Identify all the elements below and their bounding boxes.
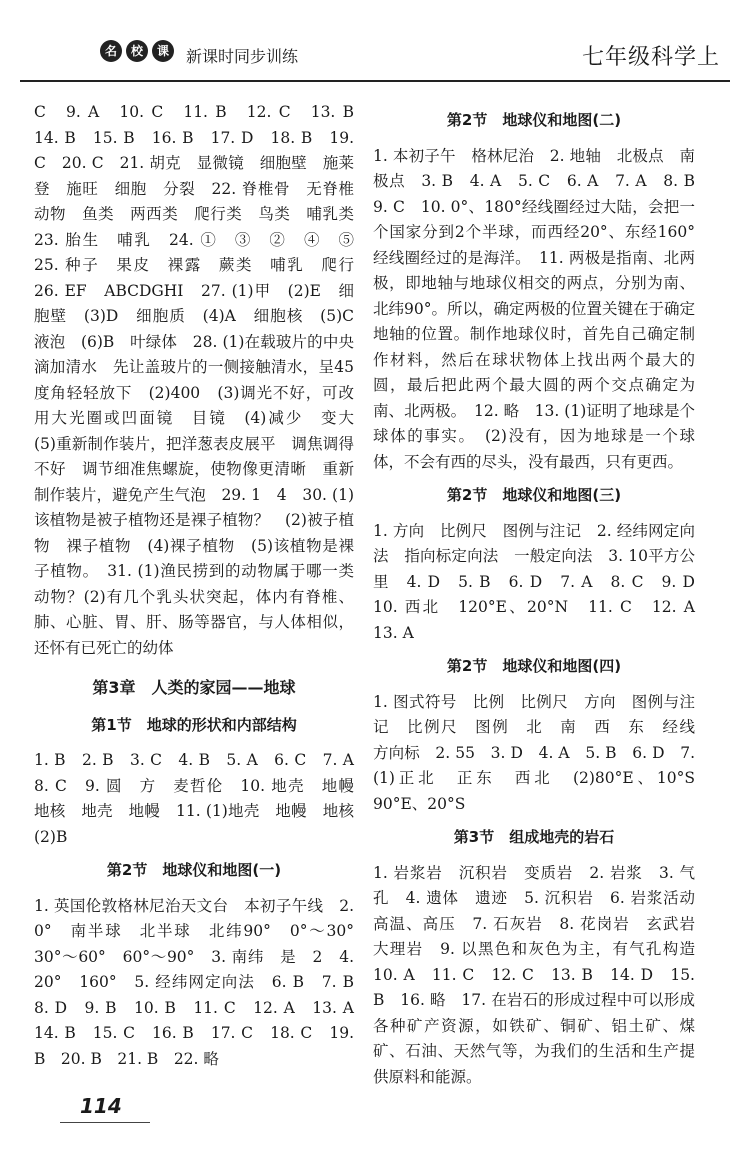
answers-block: 1. 岩浆岩 沉积岩 变质岩 2. 岩浆 3. 气孔 4. 遗体 遗迹 5. 沉积岩 6. 岩浆活动 高温、高压 7. 石灰岩 8. 花岗岩 玄武岩 大理岩 9. 以黑色和灰色为主，有气孔构造 10. A 11. C 12. C 13. B 14. D 15. B 16. 略 17. 在岩石的形成过程中可以形成各种矿产资源，如铁矿、铜矿、铝土矿、煤矿、石油、天然气等，为我们的生活和生产提供原料和能源。 [373,863,711,1086]
answers-block: 1. 图式符号 比例 比例尺 方向 图例与注记 比例尺 图例 北 南 西 东 经线 方向标 2. 55 3. D 4. A 5. B 6. D 7. (1)正北 正东 西北 (2)80°E、10°S 90°E、20°S [373,692,711,813]
series-title: 新课时同步训练 [186,47,299,66]
logo-mark-3: 课 [152,40,174,62]
right-column [373,100,711,1090]
answers-block: 1. 本初子午 格林尼治 2. 地轴 北极点 南极点 3. B 4. A 5. C 6. A 7. A 8. B 9. C 10. 0°、180°经线圈经过大陆，会把一个国家分到2个半球，而西经20°、东经160°经线圈经过的是海洋。 11. 两极是指南、北两极，即地轴与地球仪相交的两点，分别为南、北纬90°。所以，确定两极的位置关键在于确定地轴的位置。制作地球仪时，首先自己确定制作材料，然后在球状物体上找出两个最大的圆，最后把此两个最大圆的两个交点确定为南、北两极。 12. 略 13. (1)证明了地球是个球体的事实。 (2)没有，因为地球是一个球体，不会有西的尽头，没有最西，只有更西。 [373,146,711,471]
answers-block: 1. 英国伦敦格林尼治天文台 本初子午线 2. 0° 南半球 北半球 北纬90° 0°～30° 30°～60° 60°～90° 3. 南纬 是 2 4. 20° 160° 5. 经纬网定向法 6. B 7. B 8. D 9. B 10. B 11. C 12. A 13. A 14. B 15. C 16. B 17. C 18. C 19. B 20. B 21. B 22. 略 [34,896,370,1068]
page-number-rule [60,1122,150,1123]
section-title: 第1节 地球的形状和内部结构 [91,715,297,734]
logo-mark-1: 名 [100,40,122,62]
logo-mark-2: 校 [126,40,148,62]
answers-block: 1. B 2. B 3. C 4. B 5. A 6. C 7. A 8. C 9. 圆 方 麦哲伦 10. 地壳 地幔 地核 地壳 地幔 11. (1)地壳 地幔 地核 (2)B [34,751,370,846]
header-rule [20,80,730,82]
answers-block: C 9. A 10. C 11. B 12. C 13. B 14. B 15. B 16. B 17. D 18. B 19. C 20. C 21. 胡克 显微镜 细胞壁 施莱登 施旺 细胞 分裂 22. 脊椎骨 无脊椎动物 鱼类 两西类 爬行类 鸟类 哺乳类 23. 胎生 哺乳 24. ① ③ ② ④ ⑤ 25. 种子 果皮 裸露 蕨类 哺乳 爬行 26. EF ABCDGHI 27. (1)甲 (2)E 细胞壁 (3)D 细胞质 (4)A 细胞核 (5)C 液泡 (6)B 叶绿体 28. (1)在载玻片的中央滴加清水 先让盖玻片的一侧接触清水，呈45度角轻轻放下 (2)400 (3)调光不好，可改用大光圈或凹面镜 目镜 (4)减少 变大 (5)重新制作装片，把洋葱表皮展平 调焦调得不好 调节细准焦螺旋，使物像更清晰 重新制作装片，避免产生气泡 29. 1 4 30. (1)该植物是被子植物还是裸子植物？ (2)被子植物 裸子植物 (4)裸子植物 (5)该植物是裸子植物。 31. (1)渔民捞到的动物属于哪一类动物？(2)有几个乳头状突起，体内有脊椎、肺、心脏、胃、肝、肠等器官，与人体相似，还怀有已死亡的幼体 [34,103,370,657]
section-title: 第3节 组成地壳的岩石 [453,828,615,846]
section-title: 第2节 地球仪和地图(三) [446,486,622,504]
book-title: 七年级科学上 [581,45,720,70]
section-title: 第2节 地球仪和地图(四) [446,657,622,675]
left-column [34,100,370,1072]
chapter-title: 第3章 人类的家园——地球 [92,678,296,697]
section-title: 第2节 地球仪和地图(二) [446,111,622,129]
answers-block: 1. 方向 比例尺 图例与注记 2. 经纬网定向法 指向标定向法 一般定向法 3. 10平方公里 4. D 5. B 6. D 7. A 8. C 9. D 10. 西北 120°E、20°N 11. C 12. A 13. A [373,521,711,642]
section-title: 第2节 地球仪和地图(一) [106,861,282,879]
page-header [0,0,750,88]
page-number: 114 [80,1094,122,1118]
series-logo [100,40,174,62]
